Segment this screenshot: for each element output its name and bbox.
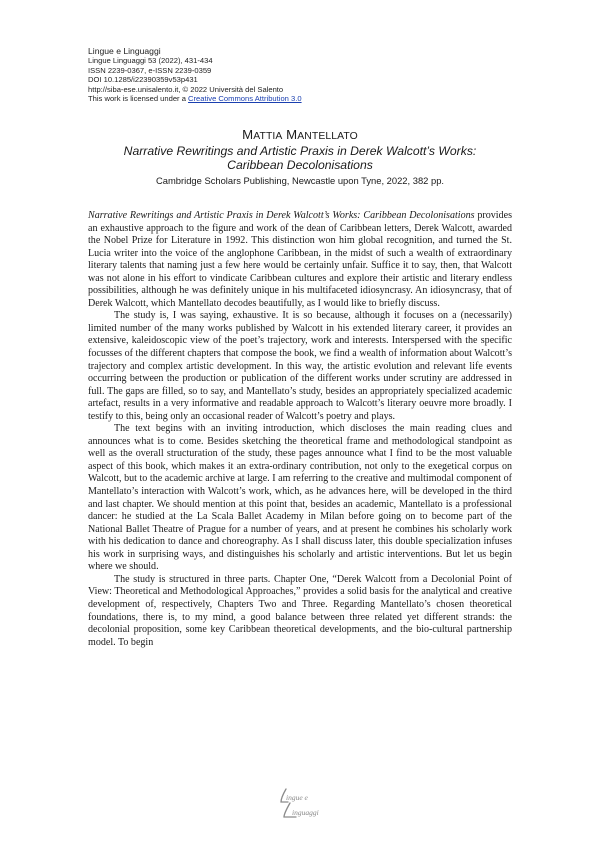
license-prefix: This work is licensed under a [88, 94, 189, 104]
logo-text-2: inguaggi [292, 808, 319, 817]
journal-name: Lingue e Linguaggi [88, 46, 161, 56]
paragraph-4: The study is structured in three parts. Chapter One, “Derek Walcott from a Decolonial Point of View: Theoretical and Methodological Approaches,” provides a solid basis for the analytical and creative development of, respectively, Chapters Two and Three. Regarding Mantellato’s chosen theoretical foundations, there is, to my mind, a good balance between three related yet different strands: the decolonial proposition, some key Caribbean theoretical developments, and the bio-cultural partnership model. To begin [88, 573, 512, 648]
paragraph-1 [88, 210, 512, 310]
logo-text-1: ingue e [286, 793, 308, 802]
paragraph-1-text: provides an exhaustive approach to the figure and work of the dean of Caribbean letters, Derek Walcott, awarded the Nobel Prize for Literature in 1992. This distinction won him global recognition, and turned the St. Lucia writer into the voice of the anglophone Caribbean, in the midst of such a wealth of extraordinary literary talents that naming just a few here would be certainly unfair. Suffice it to say, then, that Walcott was not alone in his effort to vindicate Caribbean cultures and explore their artistic and literary endless possibilities, although he was definitely unique in his multifaceted idiosyncrasy. An idiosyncrasy, that of Derek Walcott, which Mantellato decodes beautifully, as I would like to briefly discuss. [88, 210, 512, 309]
journal-volume: Lingue Linguaggi 53 (2022), 431-434 [88, 56, 213, 65]
journal-issn: ISSN 2239-0367, e-ISSN 2239-0359 [88, 65, 212, 75]
review-body [88, 210, 512, 649]
book-title-line-2: Caribbean Decolonisations [227, 158, 373, 173]
journal-doi: DOI 10.1285/i22390359v53p431 [88, 75, 198, 85]
license-line [88, 94, 302, 104]
journal-logo [272, 786, 332, 826]
paragraph-3: The text begins with an inviting introduction, which discloses the main reading clues and announces what is to come. Besides sketching the theoretical frame and methodological standpoint as well as the overall structuration of the study, these pages announce what I find to be the most valuable aspect of this book, which makes it an extra-ordinary contribution, not only to the exegetical corpus on Walcott, but to the academic archive at large. I am referring to the creative and multimodal component of Mantellato’s interaction with Walcott’s work, which, as he advances here, will be developed in the third and last chapter. We should mention at this point that, besides an academic, Mantellato is a professional dancer: he studied at the La Scala Ballet Academy in Milan before going on to become part of the National Ballet Theatre of Prague for a number of years, and at present he combines his scholarly work with his dedication to dance and choreography. As I shall discuss later, this double specialization infuses his work in surprising ways, and distinguishes his scholarly and artistic interventions. But let us begin where we should. [88, 423, 512, 573]
author-last-initial: M [286, 127, 298, 142]
author-first-initial: M [242, 127, 254, 142]
journal-logo-icon [272, 786, 332, 826]
book-title-line-1: Narrative Rewritings and Artistic Praxis in Derek Walcott’s Works: [123, 144, 477, 158]
reviewed-author [60, 127, 540, 144]
journal-url: http://siba-ese.unisalento.it, © 2022 Università del Salento [88, 84, 284, 94]
license-link[interactable]: Creative Commons Attribution 3.0 [188, 94, 302, 104]
book-title-inline: Narrative Rewritings and Artistic Praxis in Derek Walcott’s Works: Caribbean Decolonisations [88, 210, 475, 221]
journal-header [88, 46, 302, 104]
author-first-rest: ATTIA [253, 131, 283, 142]
paragraph-2: The study is, I was saying, exhaustive. It is so because, although it focuses on a (necessarily) limited number of the many works published by Walcott in his extended literary career, it provides an extensive, kaleidoscopic view of the poet’s trajectory, work and interests. Interspersed with the specific focusses of the different chapters that compose the book, we find a wealth of information about Walcott’s trajectory and complex artistic development. In this way, the artistic evolution and relevant life events occurring between the production or publication of the different works under scrutiny are addressed in full. The gaps are filled, so to say, and Mantellato’s study, besides an appropriately specialized academic artefact, results in a very informative and readable approach to Walcott’s literary oeuvre more broadly. I testify to this, being only an occasional reader of Walcott’s poetry and plays. [88, 310, 512, 422]
publication-details: Cambridge Scholars Publishing, Newcastle upon Tyne, 2022, 382 pp. [155, 174, 445, 186]
author-last-rest: ANTELLATO [297, 131, 358, 142]
review-title-block [60, 127, 540, 187]
